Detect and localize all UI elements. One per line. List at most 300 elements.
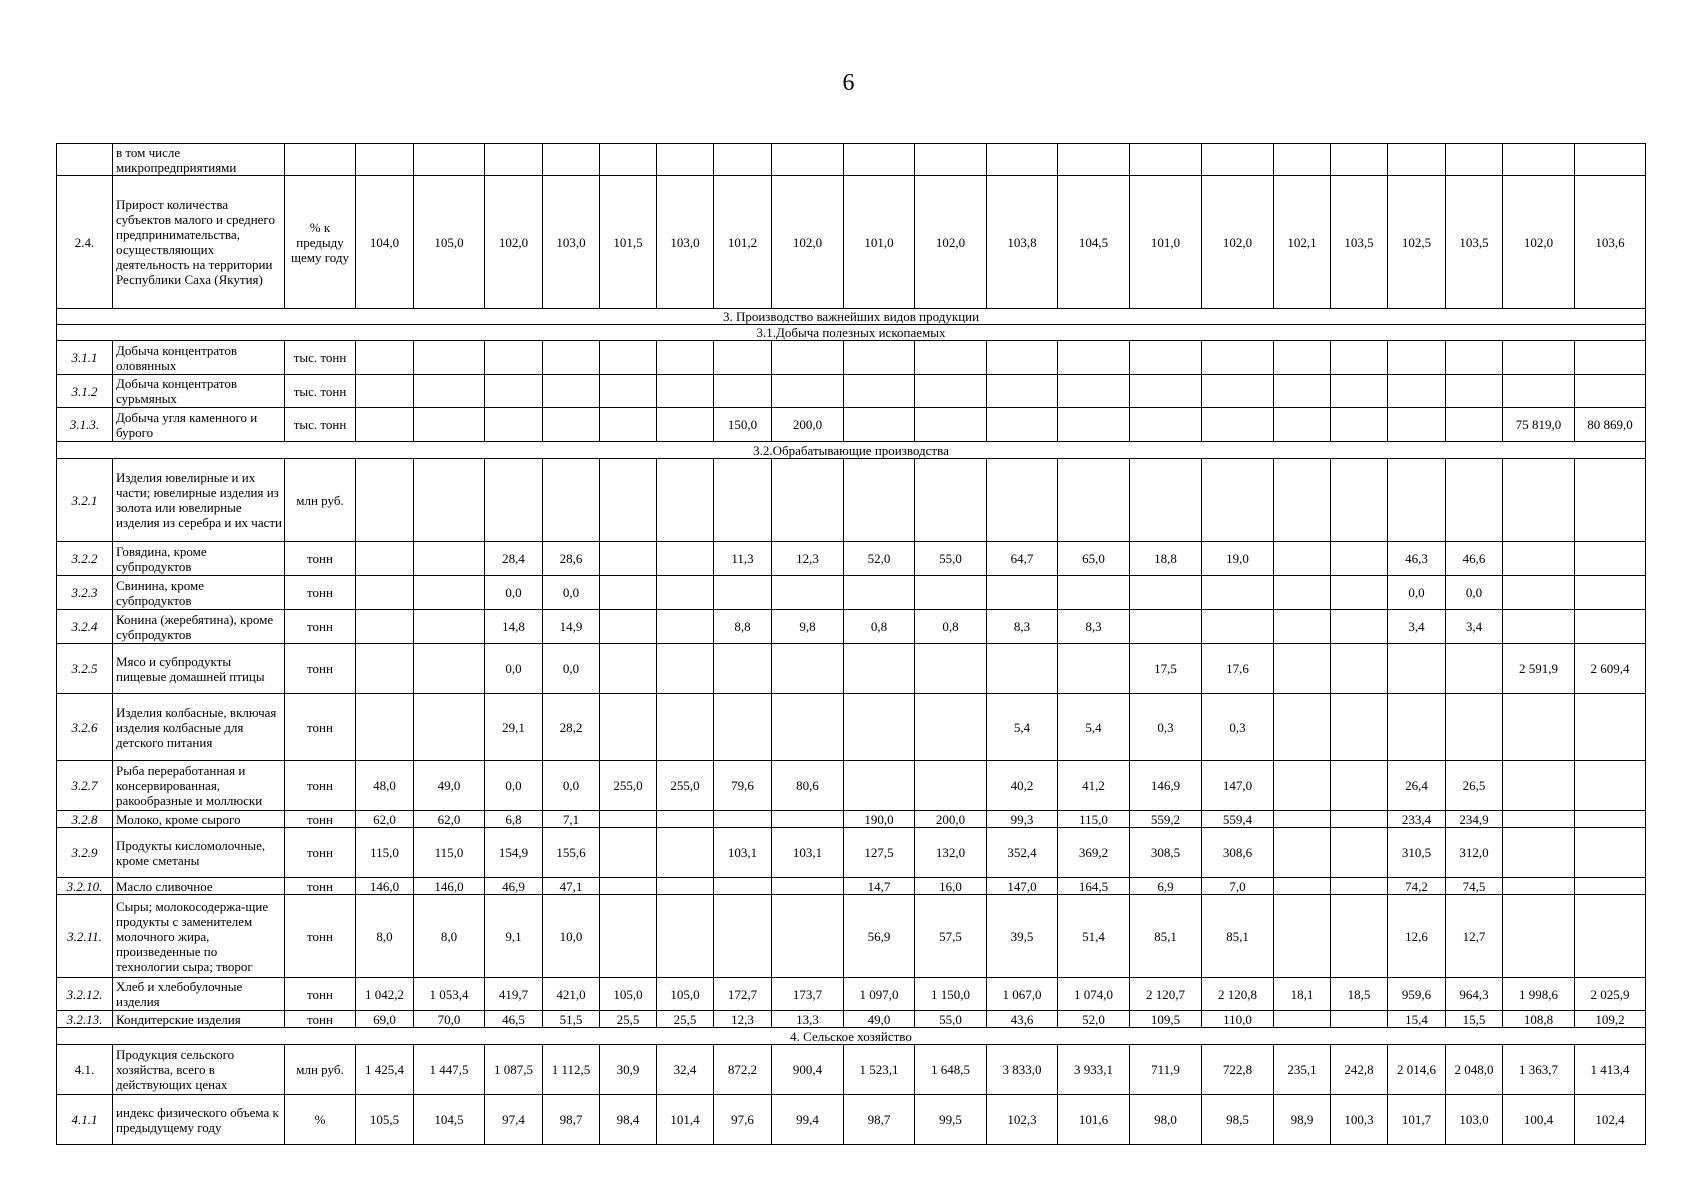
value-cell: 104,0	[356, 176, 414, 309]
value-cell	[657, 542, 714, 576]
value-cell: 28,2	[543, 694, 600, 761]
value-cell	[1331, 761, 1388, 811]
value-cell: 6,9	[1130, 878, 1202, 895]
value-cell: 722,8	[1202, 1045, 1274, 1095]
row-number: 2.4.	[57, 176, 113, 309]
value-cell: 39,5	[987, 895, 1058, 978]
value-cell: 2 591,9	[1503, 644, 1575, 694]
unit-cell: тонн	[285, 828, 356, 878]
value-cell	[1202, 144, 1274, 176]
value-cell: 12,3	[714, 1011, 772, 1028]
value-cell: 100,3	[1331, 1095, 1388, 1145]
value-cell: 98,7	[844, 1095, 915, 1145]
value-cell	[657, 341, 714, 375]
value-cell	[657, 878, 714, 895]
value-cell	[1331, 1011, 1388, 1028]
value-cell	[1388, 644, 1446, 694]
value-cell	[1202, 341, 1274, 375]
value-cell	[1331, 144, 1388, 176]
value-cell	[600, 828, 657, 878]
row-number: 4.1.	[57, 1045, 113, 1095]
value-cell	[1331, 610, 1388, 644]
section-header-row	[57, 442, 1646, 459]
value-cell: 103,5	[1446, 176, 1503, 309]
value-cell: 959,6	[1388, 978, 1446, 1011]
value-cell	[1331, 828, 1388, 878]
table-row	[57, 644, 1646, 694]
value-cell	[1130, 408, 1202, 442]
value-cell	[600, 576, 657, 610]
value-cell: 352,4	[987, 828, 1058, 878]
value-cell: 150,0	[714, 408, 772, 442]
value-cell	[1446, 644, 1503, 694]
value-cell	[844, 576, 915, 610]
value-cell	[1575, 895, 1646, 978]
value-cell: 1 363,7	[1503, 1045, 1575, 1095]
indicator-name: Добыча угля каменного и бурого	[113, 408, 285, 442]
table-row	[57, 341, 1646, 375]
value-cell	[414, 144, 485, 176]
value-cell	[1331, 895, 1388, 978]
value-cell	[1274, 144, 1331, 176]
value-cell: 711,9	[1130, 1045, 1202, 1095]
value-cell: 14,7	[844, 878, 915, 895]
value-cell: 103,1	[772, 828, 844, 878]
value-cell: 8,8	[714, 610, 772, 644]
value-cell: 15,4	[1388, 1011, 1446, 1028]
value-cell	[356, 459, 414, 542]
indicator-name: Говядина, кроме субпродуктов	[113, 542, 285, 576]
value-cell: 190,0	[844, 811, 915, 828]
value-cell: 2 609,4	[1575, 644, 1646, 694]
value-cell	[1446, 459, 1503, 542]
value-cell: 98,0	[1130, 1095, 1202, 1145]
value-cell	[844, 408, 915, 442]
value-cell: 146,9	[1130, 761, 1202, 811]
value-cell: 101,0	[1130, 176, 1202, 309]
value-cell	[1130, 341, 1202, 375]
indicator-name: Продукция сельского хозяйства, всего в действующих ценах	[113, 1045, 285, 1095]
table-row	[57, 375, 1646, 408]
value-cell: 235,1	[1274, 1045, 1331, 1095]
value-cell	[1274, 542, 1331, 576]
unit-cell: тыс. тонн	[285, 408, 356, 442]
value-cell: 101,0	[844, 176, 915, 309]
table-row	[57, 408, 1646, 442]
value-cell: 3,4	[1446, 610, 1503, 644]
value-cell: 18,5	[1331, 978, 1388, 1011]
value-cell	[1575, 828, 1646, 878]
value-cell	[600, 895, 657, 978]
value-cell: 102,0	[1202, 176, 1274, 309]
value-cell: 17,5	[1130, 644, 1202, 694]
value-cell	[1575, 144, 1646, 176]
value-cell: 79,6	[714, 761, 772, 811]
indicator-name: в том числе микропредприятиями	[113, 144, 285, 176]
value-cell: 105,0	[600, 978, 657, 1011]
indicator-name: Кондитерские изделия	[113, 1011, 285, 1028]
value-cell: 1 150,0	[915, 978, 987, 1011]
value-cell: 103,0	[1446, 1095, 1503, 1145]
indicator-name: Свинина, кроме субпродуктов	[113, 576, 285, 610]
row-number: 3.2.4	[57, 610, 113, 644]
value-cell	[714, 576, 772, 610]
value-cell: 99,5	[915, 1095, 987, 1145]
value-cell: 41,2	[1058, 761, 1130, 811]
section-title: 3.2.Обрабатывающие производства	[57, 442, 1646, 459]
value-cell	[1274, 761, 1331, 811]
table-row	[57, 978, 1646, 1011]
value-cell: 16,0	[915, 878, 987, 895]
value-cell	[1274, 644, 1331, 694]
value-cell	[714, 895, 772, 978]
value-cell	[1446, 341, 1503, 375]
value-cell: 103,0	[543, 176, 600, 309]
value-cell: 100,4	[1503, 1095, 1575, 1145]
value-cell	[1388, 694, 1446, 761]
row-number: 3.2.10.	[57, 878, 113, 895]
indicator-name: Добыча концентратов сурьмяных	[113, 375, 285, 408]
value-cell	[772, 459, 844, 542]
value-cell: 29,1	[485, 694, 543, 761]
value-cell	[543, 375, 600, 408]
value-cell: 28,6	[543, 542, 600, 576]
value-cell	[1446, 375, 1503, 408]
value-cell: 164,5	[1058, 878, 1130, 895]
value-cell	[657, 895, 714, 978]
value-cell: 46,5	[485, 1011, 543, 1028]
value-cell	[600, 878, 657, 895]
unit-cell: тыс. тонн	[285, 375, 356, 408]
value-cell	[356, 144, 414, 176]
value-cell	[915, 341, 987, 375]
value-cell: 0,0	[1446, 576, 1503, 610]
unit-cell: тонн	[285, 542, 356, 576]
value-cell: 102,0	[772, 176, 844, 309]
value-cell	[1202, 576, 1274, 610]
value-cell	[485, 144, 543, 176]
table-row	[57, 828, 1646, 878]
table-row	[57, 878, 1646, 895]
indicator-name: Добыча концентратов оловянных	[113, 341, 285, 375]
value-cell: 101,6	[1058, 1095, 1130, 1145]
value-cell	[1274, 811, 1331, 828]
value-cell	[714, 644, 772, 694]
section-title: 4. Сельское хозяйство	[57, 1028, 1646, 1045]
table-row	[57, 895, 1646, 978]
value-cell	[356, 341, 414, 375]
value-cell: 52,0	[1058, 1011, 1130, 1028]
value-cell	[1202, 610, 1274, 644]
value-cell	[772, 341, 844, 375]
value-cell	[987, 375, 1058, 408]
value-cell: 103,8	[987, 176, 1058, 309]
value-cell	[1575, 694, 1646, 761]
value-cell	[844, 761, 915, 811]
value-cell	[915, 644, 987, 694]
value-cell	[600, 144, 657, 176]
value-cell: 52,0	[844, 542, 915, 576]
value-cell: 80 869,0	[1575, 408, 1646, 442]
value-cell	[485, 408, 543, 442]
value-cell	[1331, 375, 1388, 408]
row-number: 3.2.3	[57, 576, 113, 610]
value-cell	[600, 408, 657, 442]
value-cell	[772, 144, 844, 176]
value-cell	[772, 694, 844, 761]
value-cell: 1 447,5	[414, 1045, 485, 1095]
value-cell: 75 819,0	[1503, 408, 1575, 442]
value-cell	[600, 644, 657, 694]
value-cell	[1575, 459, 1646, 542]
value-cell	[772, 895, 844, 978]
value-cell: 99,4	[772, 1095, 844, 1145]
value-cell: 103,0	[657, 176, 714, 309]
value-cell	[915, 375, 987, 408]
value-cell: 109,2	[1575, 1011, 1646, 1028]
value-cell: 101,5	[600, 176, 657, 309]
value-cell	[1388, 408, 1446, 442]
value-cell	[1331, 878, 1388, 895]
row-number: 3.2.5	[57, 644, 113, 694]
value-cell	[987, 459, 1058, 542]
row-number: 3.2.7	[57, 761, 113, 811]
value-cell	[1130, 144, 1202, 176]
value-cell: 46,3	[1388, 542, 1446, 576]
value-cell: 1 425,4	[356, 1045, 414, 1095]
value-cell	[1503, 144, 1575, 176]
value-cell	[543, 459, 600, 542]
value-cell	[356, 644, 414, 694]
value-cell: 18,1	[1274, 978, 1331, 1011]
table-row	[57, 811, 1646, 828]
value-cell: 55,0	[915, 1011, 987, 1028]
value-cell: 3 933,1	[1058, 1045, 1130, 1095]
value-cell	[1274, 1011, 1331, 1028]
row-number: 3.1.3.	[57, 408, 113, 442]
value-cell	[1503, 694, 1575, 761]
value-cell	[714, 811, 772, 828]
value-cell: 900,4	[772, 1045, 844, 1095]
value-cell	[1388, 459, 1446, 542]
value-cell: 0,3	[1202, 694, 1274, 761]
value-cell: 101,4	[657, 1095, 714, 1145]
unit-cell: тонн	[285, 1011, 356, 1028]
value-cell: 18,8	[1130, 542, 1202, 576]
value-cell	[657, 811, 714, 828]
value-cell	[414, 694, 485, 761]
unit-cell: млн руб.	[285, 459, 356, 542]
value-cell	[1575, 811, 1646, 828]
value-cell: 1 413,4	[1575, 1045, 1646, 1095]
value-cell	[657, 694, 714, 761]
value-cell: 49,0	[414, 761, 485, 811]
value-cell: 62,0	[414, 811, 485, 828]
value-cell: 47,1	[543, 878, 600, 895]
value-cell: 62,0	[356, 811, 414, 828]
value-cell	[414, 341, 485, 375]
section-title: 3. Производство важнейших видов продукции	[57, 309, 1646, 325]
value-cell: 1 067,0	[987, 978, 1058, 1011]
value-cell: 154,9	[485, 828, 543, 878]
indicator-name: индекс физического объема к предыдущему году	[113, 1095, 285, 1145]
row-number: 3.1.2	[57, 375, 113, 408]
value-cell	[414, 408, 485, 442]
value-cell: 255,0	[600, 761, 657, 811]
value-cell	[1202, 408, 1274, 442]
value-cell: 233,4	[1388, 811, 1446, 828]
value-cell	[772, 878, 844, 895]
value-cell	[987, 644, 1058, 694]
value-cell	[1446, 144, 1503, 176]
value-cell: 32,4	[657, 1045, 714, 1095]
value-cell: 308,5	[1130, 828, 1202, 878]
value-cell	[987, 576, 1058, 610]
value-cell	[356, 610, 414, 644]
value-cell	[1331, 576, 1388, 610]
value-cell: 0,0	[543, 644, 600, 694]
value-cell: 146,0	[414, 878, 485, 895]
value-cell: 48,0	[356, 761, 414, 811]
value-cell: 559,4	[1202, 811, 1274, 828]
value-cell	[1503, 895, 1575, 978]
value-cell: 25,5	[600, 1011, 657, 1028]
value-cell: 1 648,5	[915, 1045, 987, 1095]
value-cell	[714, 341, 772, 375]
unit-cell: тыс. тонн	[285, 341, 356, 375]
value-cell: 1 053,4	[414, 978, 485, 1011]
value-cell: 559,2	[1130, 811, 1202, 828]
value-cell: 312,0	[1446, 828, 1503, 878]
section-header-row	[57, 325, 1646, 341]
value-cell: 11,3	[714, 542, 772, 576]
value-cell	[1058, 341, 1130, 375]
indicator-name: Мясо и субпродукты пищевые домашней птицы	[113, 644, 285, 694]
indicators-table	[56, 143, 1646, 1145]
indicator-name: Конина (жеребятина), кроме субпродуктов	[113, 610, 285, 644]
value-cell	[356, 694, 414, 761]
value-cell	[657, 610, 714, 644]
value-cell	[915, 761, 987, 811]
value-cell	[1575, 610, 1646, 644]
value-cell	[1274, 878, 1331, 895]
value-cell	[1575, 375, 1646, 408]
value-cell	[844, 694, 915, 761]
value-cell	[772, 644, 844, 694]
value-cell: 108,8	[1503, 1011, 1575, 1028]
row-number: 3.2.11.	[57, 895, 113, 978]
value-cell: 255,0	[657, 761, 714, 811]
value-cell	[1274, 459, 1331, 542]
value-cell: 98,5	[1202, 1095, 1274, 1145]
value-cell: 127,5	[844, 828, 915, 878]
value-cell: 12,6	[1388, 895, 1446, 978]
value-cell: 1 042,2	[356, 978, 414, 1011]
indicator-name: Масло сливочное	[113, 878, 285, 895]
value-cell: 65,0	[1058, 542, 1130, 576]
value-cell	[1331, 644, 1388, 694]
unit-cell: тонн	[285, 644, 356, 694]
value-cell: 9,8	[772, 610, 844, 644]
table-row	[57, 542, 1646, 576]
value-cell	[485, 341, 543, 375]
value-cell: 146,0	[356, 878, 414, 895]
value-cell	[1503, 542, 1575, 576]
value-cell: 115,0	[356, 828, 414, 878]
value-cell	[657, 375, 714, 408]
value-cell: 69,0	[356, 1011, 414, 1028]
value-cell	[1503, 576, 1575, 610]
value-cell: 2 120,8	[1202, 978, 1274, 1011]
indicator-name: Прирост количества субъектов малого и среднего предпринимательства, осуществляющих деятельность на территории Республики Саха (Якутия)	[113, 176, 285, 309]
value-cell: 30,9	[600, 1045, 657, 1095]
value-cell	[1388, 341, 1446, 375]
value-cell: 0,3	[1130, 694, 1202, 761]
value-cell: 74,2	[1388, 878, 1446, 895]
value-cell: 55,0	[915, 542, 987, 576]
row-number: 3.2.13.	[57, 1011, 113, 1028]
row-number: 3.2.2	[57, 542, 113, 576]
table-row	[57, 761, 1646, 811]
indicator-name: Продукты кисломолочные, кроме сметаны	[113, 828, 285, 878]
unit-cell: тонн	[285, 694, 356, 761]
value-cell	[1274, 341, 1331, 375]
value-cell	[1130, 610, 1202, 644]
value-cell: 64,7	[987, 542, 1058, 576]
value-cell	[1503, 459, 1575, 542]
value-cell: 103,6	[1575, 176, 1646, 309]
value-cell: 308,6	[1202, 828, 1274, 878]
value-cell	[1331, 694, 1388, 761]
value-cell: 8,3	[987, 610, 1058, 644]
value-cell	[844, 644, 915, 694]
value-cell	[772, 811, 844, 828]
value-cell: 2 120,7	[1130, 978, 1202, 1011]
value-cell: 5,4	[1058, 694, 1130, 761]
value-cell: 200,0	[772, 408, 844, 442]
value-cell: 6,8	[485, 811, 543, 828]
value-cell: 1 523,1	[844, 1045, 915, 1095]
table-row	[57, 610, 1646, 644]
value-cell: 98,4	[600, 1095, 657, 1145]
row-number: 3.2.9	[57, 828, 113, 878]
value-cell: 8,0	[356, 895, 414, 978]
value-cell	[915, 408, 987, 442]
value-cell	[1274, 610, 1331, 644]
value-cell: 109,5	[1130, 1011, 1202, 1028]
value-cell: 2 048,0	[1446, 1045, 1503, 1095]
value-cell: 0,0	[543, 576, 600, 610]
value-cell	[1388, 144, 1446, 176]
table-row	[57, 694, 1646, 761]
value-cell	[414, 576, 485, 610]
value-cell: 102,1	[1274, 176, 1331, 309]
value-cell	[915, 144, 987, 176]
row-number: 3.1.1	[57, 341, 113, 375]
value-cell: 104,5	[1058, 176, 1130, 309]
value-cell	[714, 459, 772, 542]
value-cell: 104,5	[414, 1095, 485, 1145]
value-cell: 1 097,0	[844, 978, 915, 1011]
value-cell: 98,9	[1274, 1095, 1331, 1145]
value-cell	[1274, 576, 1331, 610]
value-cell: 242,8	[1331, 1045, 1388, 1095]
table-row	[57, 144, 1646, 176]
value-cell: 102,3	[987, 1095, 1058, 1145]
value-cell: 872,2	[714, 1045, 772, 1095]
value-cell: 17,6	[1202, 644, 1274, 694]
value-cell: 2 025,9	[1575, 978, 1646, 1011]
